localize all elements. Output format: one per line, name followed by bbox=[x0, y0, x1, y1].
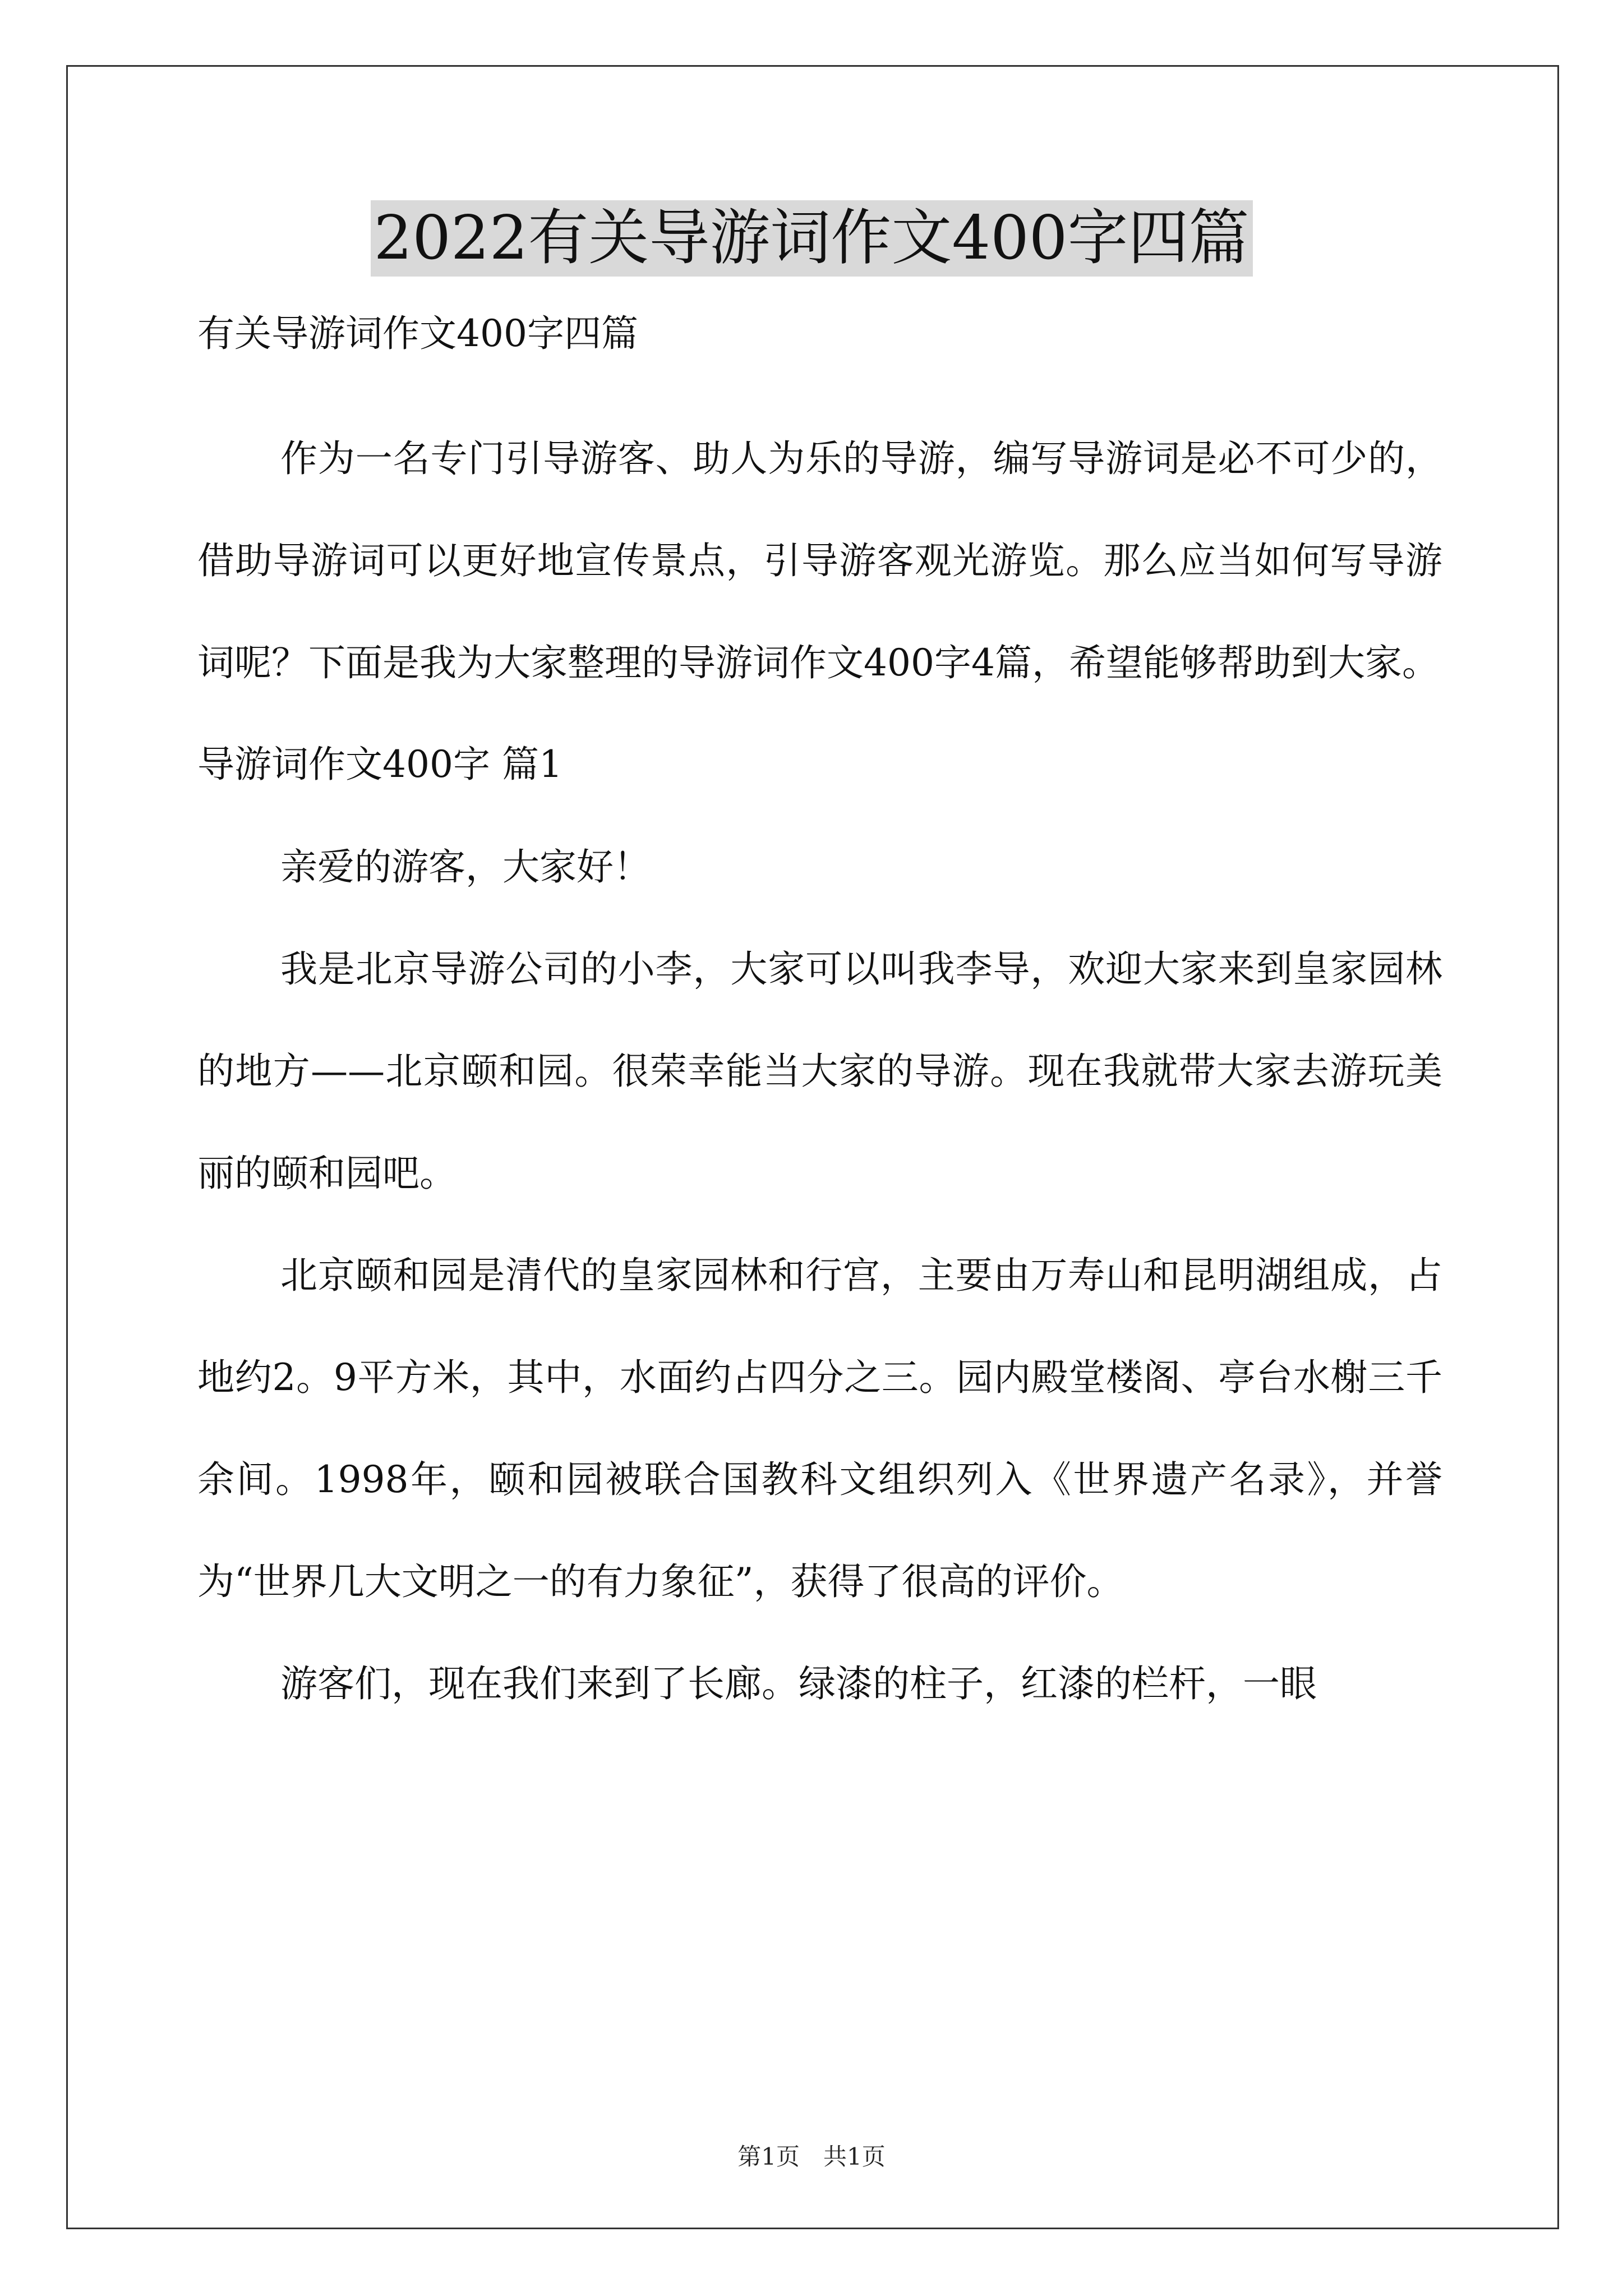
section-heading: 导游词作文400字 篇1 bbox=[197, 743, 562, 786]
body-paragraph: 游客们，现在我们来到了长廊。绿漆的柱子，红漆的栏杆，一眼 bbox=[280, 1662, 1317, 1705]
document-title: 2022有关导游词作文400字四篇 bbox=[371, 200, 1253, 277]
body-paragraph: 亲爱的游客，大家好！ bbox=[280, 845, 651, 889]
document-subtitle: 有关导游词作文400字四篇 bbox=[197, 312, 638, 355]
title-area bbox=[0, 200, 1623, 277]
body-paragraph: 我是北京导游公司的小李，大家可以叫我李导，欢迎大家来到皇家园林的地方——北京颐和园。很荣幸能当大家的导游。现在我就带大家去游玩美丽的颐和园吧。 bbox=[197, 947, 1442, 1195]
page-footer: 第1页 共1页 bbox=[737, 2143, 886, 2170]
document-body bbox=[197, 306, 1442, 1735]
body-paragraph: 北京颐和园是清代的皇家园林和行宫，主要由万寿山和昆明湖组成，占地约2。9平方米，其中，水面约占四分之三。园内殿堂楼阁、亭台水榭三千余间。1998年，颐和园被联合国教科文组织列入《世界遗产名录》，并誉为“世界几大文明之一的有力象征”，获得了很高的评价。 bbox=[197, 1254, 1442, 1603]
intro-paragraph: 作为一名专门引导游客、助人为乐的导游，编写导游词是必不可少的，借助导游词可以更好地宣传景点，引导游客观光游览。那么应当如何写导游词呢？下面是我为大家整理的导游词作文400字4篇，希望能够帮助到大家。 bbox=[197, 437, 1442, 684]
